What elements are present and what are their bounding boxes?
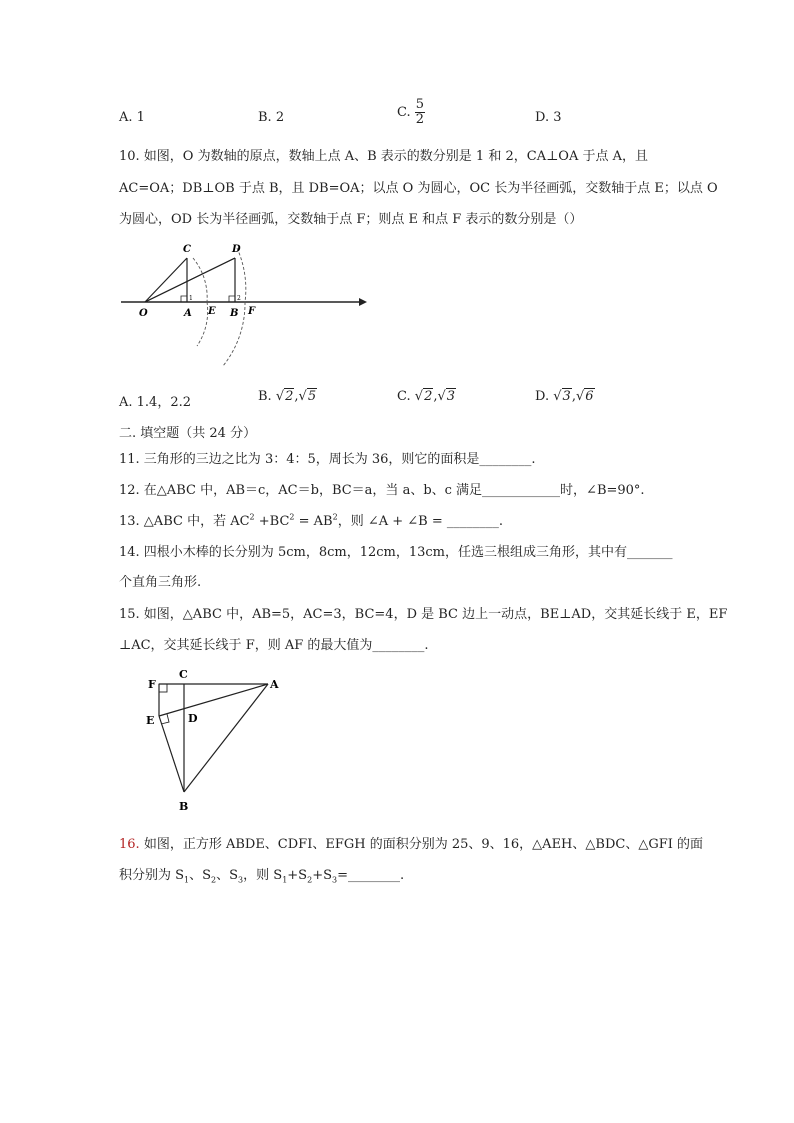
fraction-numerator: 5	[415, 97, 425, 112]
q10-text-line3: 为圆心，OD 长为半径画弧，交数轴于点 F；则点 E 和点 F 表示的数分别是（）	[119, 212, 583, 227]
label-d: D	[232, 244, 241, 255]
fraction-denominator: 2	[415, 112, 425, 127]
q10-number-line-figure	[115, 238, 375, 373]
label-2: 2	[237, 295, 241, 302]
sqrt-6: √6	[575, 389, 594, 404]
q13-text: 13. △ABC 中，若 $AC^2 +BC^2 = AB^2$，则 ∠A + ∠B = ________.	[119, 512, 504, 529]
sqrt-3: √3	[553, 389, 571, 404]
q10-option-b-label: B.	[258, 389, 272, 404]
q15-triangle-figure	[140, 664, 290, 816]
q10-text-line2: AC=OA；DB⊥OB 于点 B，且 DB=OA；以点 O 为圆心，OC 长为半径画弧，交数轴于点 E；以点 O	[119, 181, 718, 196]
q10-option-a: A. 1.4，2.2	[119, 395, 192, 410]
q14-text-line2: 个直角三角形.	[119, 575, 202, 590]
label-a: A	[270, 678, 279, 691]
q16-text-line2: 积分别为 $S_1$、$S_2$、$S_3$，则 $S_1+S_2+S_3=\_\_\_\_\_\_\_\_$.	[119, 868, 405, 885]
label-o: O	[139, 308, 148, 319]
label-b: B	[230, 308, 239, 319]
sqrt-5: √5	[298, 389, 317, 404]
q12-text: 12. 在△ABC 中，AB＝c，AC＝b，BC＝a，当 a、b、c 满足____________时，∠B=90°.	[119, 483, 645, 498]
q15-text-line1: 15. 如图，△ABC 中，AB=5，AC=3，BC=4，D 是 BC 边上一动点，BE⊥AD，交其延长线于 E，EF	[119, 607, 728, 622]
section-heading: 二. 填空题（共 24 分）	[119, 426, 257, 441]
q9-option-c-fraction	[415, 98, 425, 127]
q10-option-c-label: C.	[397, 389, 411, 404]
sqrt-2: √2	[275, 389, 294, 404]
label-b: B	[179, 800, 189, 813]
q9-option-c	[397, 98, 425, 127]
q10-option-c: C. √2,√3	[397, 389, 456, 404]
q16-number: 16.	[119, 837, 140, 852]
q9-option-d: D. 3	[535, 110, 562, 125]
label-1: 1	[189, 295, 193, 302]
q10-text-line1: 10. 如图，O 为数轴的原点，数轴上点 A、B 表示的数分别是 1 和 2，CA⊥OA 于点 A，且	[119, 149, 649, 164]
q9-option-a: A. 1	[119, 110, 145, 125]
q10-option-d: D. √3,√6	[535, 389, 594, 404]
label-f: F	[248, 306, 256, 317]
label-e: E	[146, 714, 155, 727]
q11-text: 11. 三角形的三边之比为 3：4：5，周长为 36，则它的面积是________.	[119, 452, 536, 467]
sqrt-3: √3	[437, 389, 456, 404]
q9-option-b: B. 2	[258, 110, 285, 125]
label-c: C	[179, 668, 188, 681]
q14-text-line1: 14. 四根小木棒的长分别为 5cm，8cm，12cm，13cm，任选三根组成三角形，其中有_______	[119, 545, 673, 560]
label-a: A	[184, 308, 192, 319]
q16-text-line1: 16. 如图，正方形 ABDE、CDFI、EFGH 的面积分别为 25、9、16，△AEH、△BDC、△GFI 的面	[119, 837, 703, 852]
label-c: C	[183, 244, 191, 255]
label-d: D	[188, 712, 198, 725]
q15-text-line2: ⊥AC，交其延长线于 F，则 AF 的最大值为________.	[119, 638, 429, 653]
label-f: F	[148, 678, 156, 691]
label-e: E	[208, 306, 216, 317]
sqrt-2: √2	[414, 389, 433, 404]
q10-option-b: B. √2,√5	[258, 389, 317, 404]
q9-option-c-label: C.	[397, 105, 411, 120]
q10-option-d-label: D.	[535, 389, 550, 404]
